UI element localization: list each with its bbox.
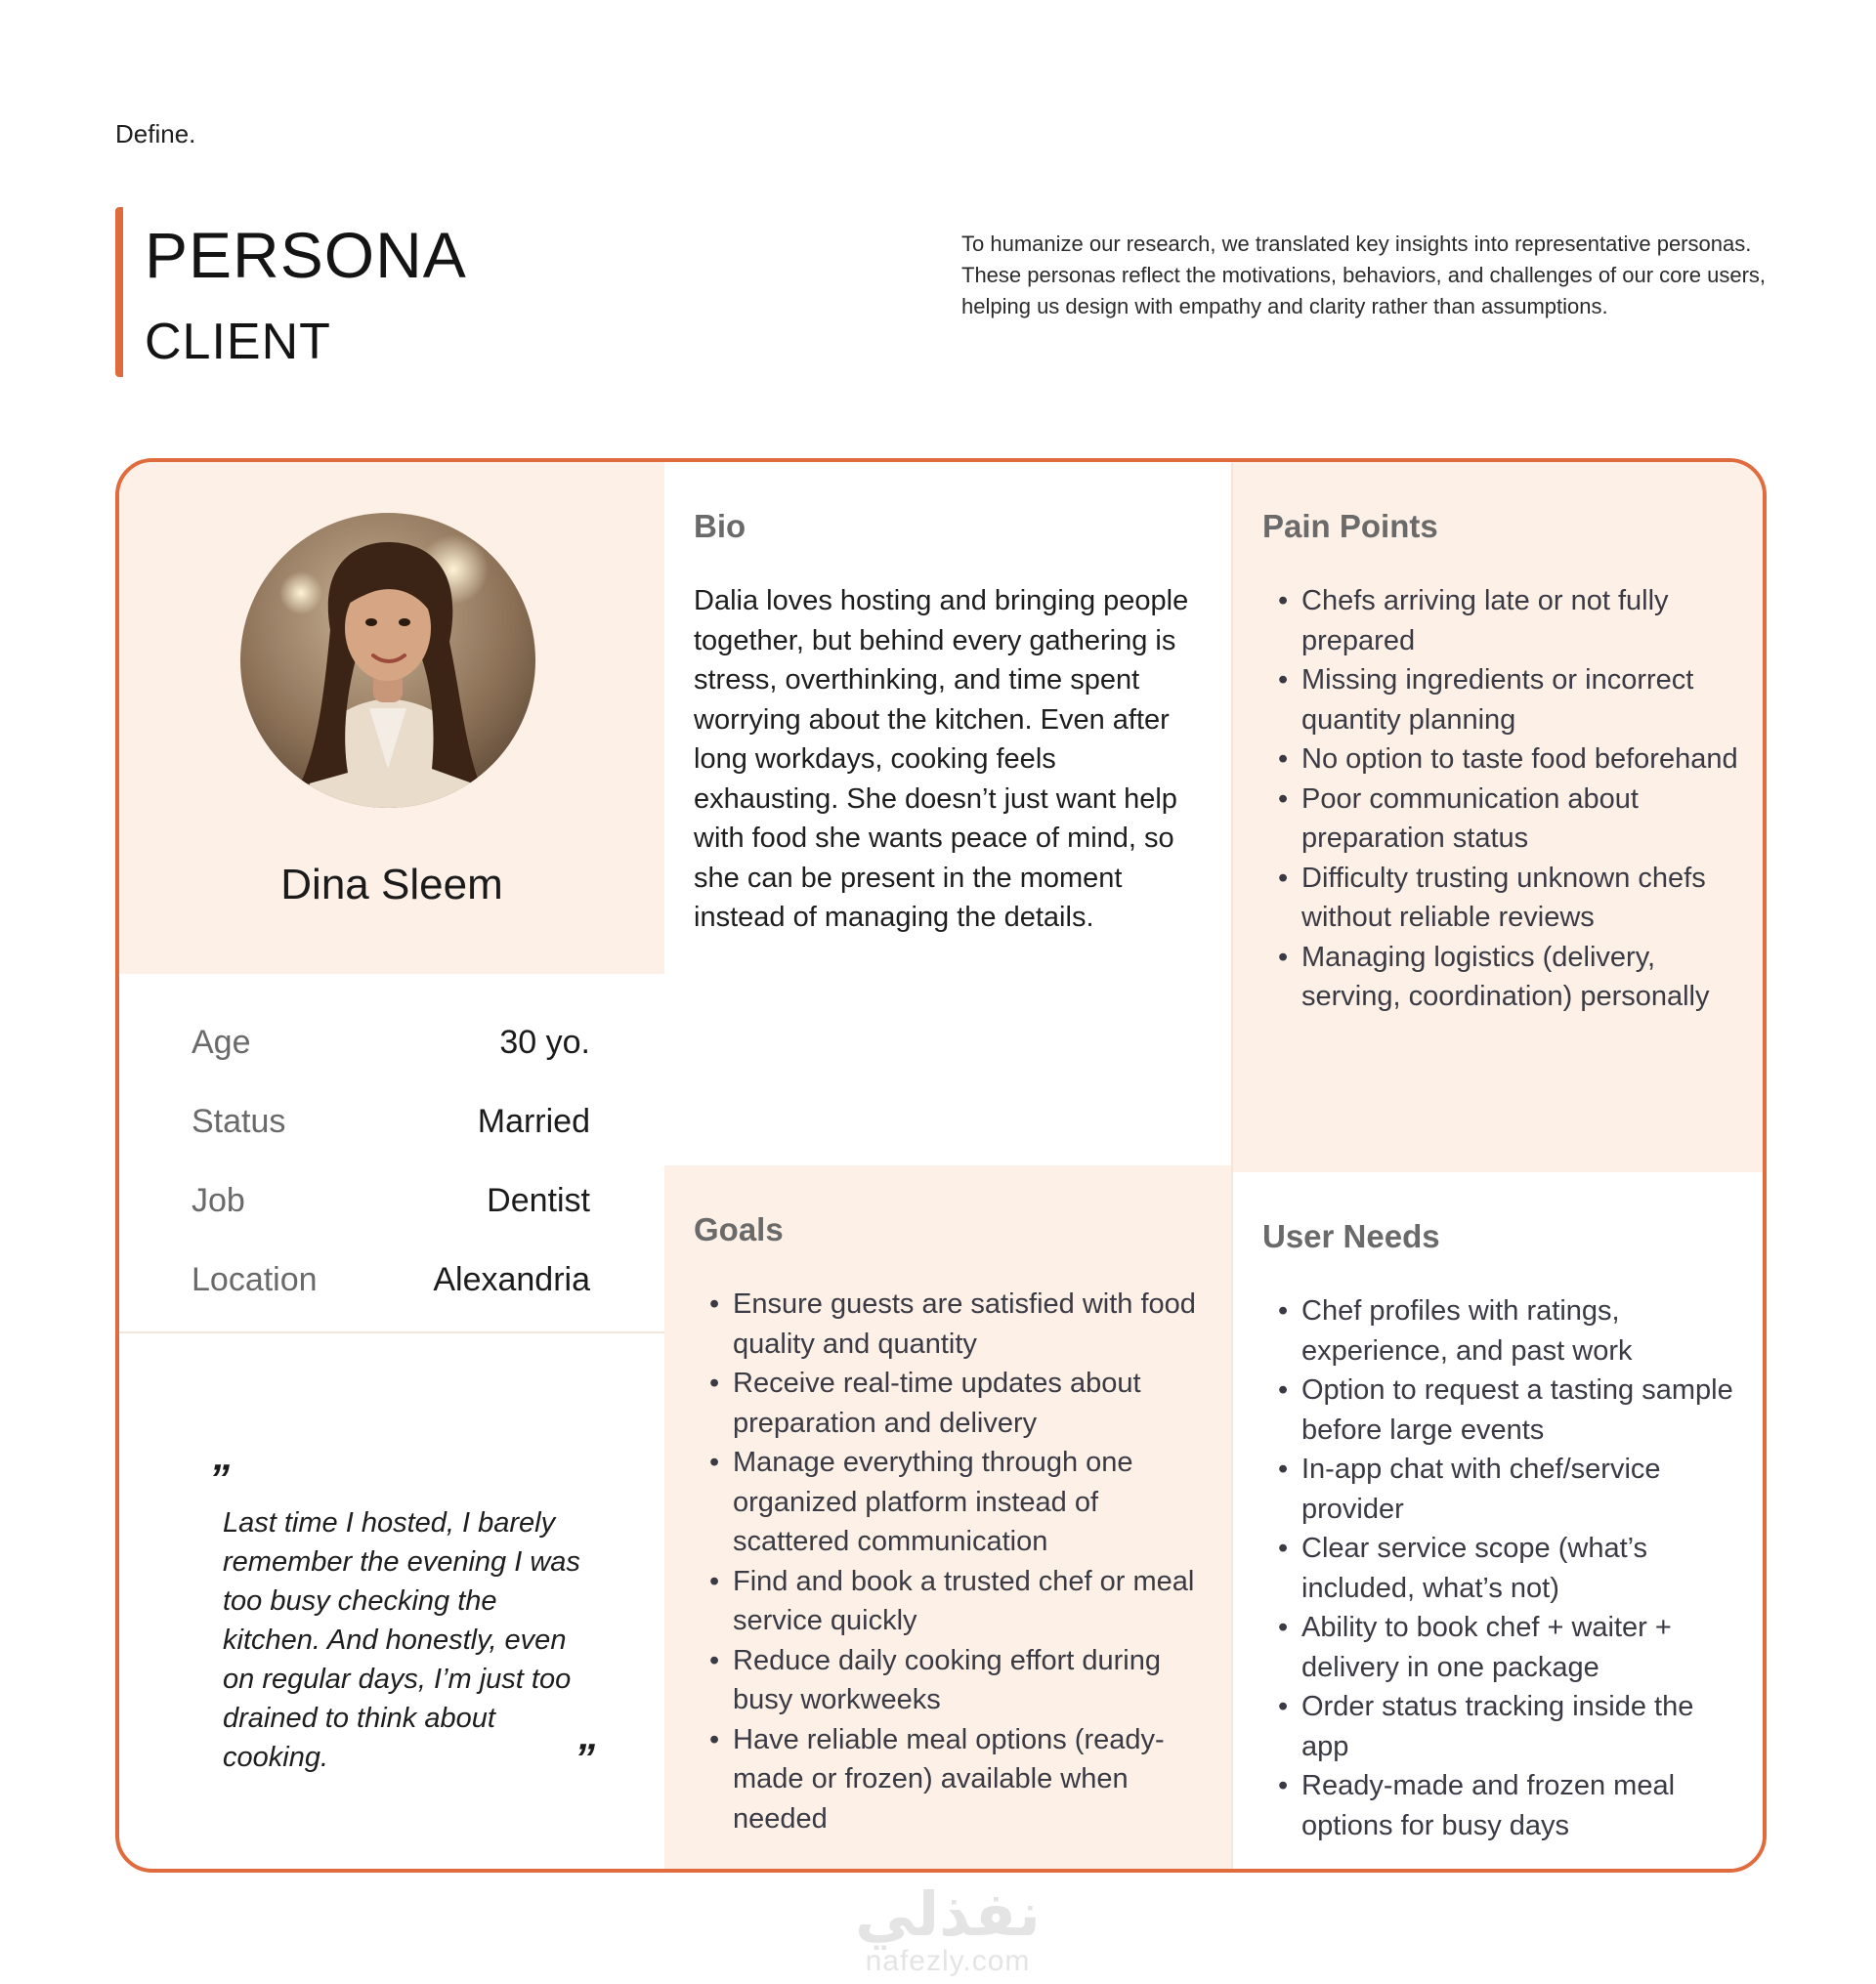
watermark <box>840 1881 1055 1977</box>
persona-facts <box>119 974 664 1333</box>
user-needs-panel <box>1231 1172 1767 1873</box>
watermark-arabic: نفذلي <box>855 1881 1041 1949</box>
goals-list <box>694 1285 1202 1838</box>
list-item: • Find and book a trusted chef or meal service quickly <box>733 1562 1202 1641</box>
list-item: • Have reliable meal options (ready-made or frozen) available when needed <box>733 1720 1202 1839</box>
goals-panel <box>664 1165 1231 1873</box>
watermark-latin: nafezly.com <box>865 1945 1031 1977</box>
fact-label: Job <box>192 1182 245 1219</box>
fact-row-status <box>192 1102 590 1141</box>
list-item: • Managing logistics (delivery, serving, coordination) personally <box>1301 938 1741 1017</box>
pain-points-panel <box>1231 462 1767 1172</box>
fact-label: Age <box>192 1024 251 1061</box>
goals-heading: Goals <box>694 1211 784 1247</box>
fact-value: 30 yo. <box>499 1024 590 1061</box>
bio-panel <box>664 462 1231 1165</box>
fact-value: Married <box>477 1103 590 1140</box>
list-item: • No option to taste food beforehand <box>1301 739 1741 780</box>
list-item: • Receive real-time updates about preparation and delivery <box>733 1364 1202 1443</box>
title-block <box>115 207 467 377</box>
user-needs-list <box>1262 1291 1741 1845</box>
list-item: • Missing ingredients or incorrect quantity planning <box>1301 660 1741 739</box>
pain-points-list <box>1262 581 1741 1017</box>
list-item: • Ready-made and frozen meal options for busy days <box>1301 1766 1741 1845</box>
quote-close-icon: ” <box>575 1735 595 1781</box>
list-item: • In-app chat with chef/service provider <box>1301 1450 1741 1529</box>
bio-heading: Bio <box>694 508 746 544</box>
quote-open-icon: ” <box>209 1456 230 1501</box>
fact-label: Status <box>192 1103 286 1140</box>
fact-value: Dentist <box>487 1182 590 1219</box>
list-item: • Difficulty trusting unknown chefs without reliable reviews <box>1301 859 1741 938</box>
pain-points-heading: Pain Points <box>1262 508 1438 544</box>
persona-card <box>115 458 1767 1873</box>
persona-left-column <box>119 462 664 1869</box>
user-needs-heading: User Needs <box>1262 1218 1440 1254</box>
list-item: • Clear service scope (what’s included, what’s not) <box>1301 1529 1741 1608</box>
intro-paragraph: To humanize our research, we translated key insights into representative personas. These personas reflect the motivations, behaviors, and challenges of our core users, helping us design with empathy and clarity rather than assumptions. <box>961 232 1767 318</box>
profile-section <box>119 462 664 974</box>
page-subtitle: CLIENT <box>145 314 331 370</box>
list-item: • Order status tracking inside the app <box>1301 1687 1741 1766</box>
list-item: • Chefs arriving late or not fully prepared <box>1301 581 1741 660</box>
list-item: • Ensure guests are satisfied with food quality and quantity <box>733 1285 1202 1364</box>
page-title: PERSONA <box>145 219 467 291</box>
quote-text: Last time I hosted, I barely remember the evening I was too busy checking the kitchen. And honestly, even on regular days, I’m just too drained to think about cooking. <box>223 1507 580 1773</box>
list-item: • Manage everything through one organized platform instead of scattered communication <box>733 1443 1202 1562</box>
fact-row-location <box>192 1260 590 1299</box>
avatar <box>240 513 535 808</box>
list-item: • Chef profiles with ratings, experience, and past work <box>1301 1291 1741 1371</box>
fact-value: Alexandria <box>433 1261 590 1298</box>
persona-name: Dina Sleem <box>280 861 503 908</box>
fact-label: Location <box>192 1261 318 1298</box>
fact-row-job <box>192 1181 590 1220</box>
fact-row-age <box>192 1023 590 1062</box>
bio-text: Dalia loves hosting and bringing people together, but behind every gathering is stress, overthinking, and time spent worrying about the kitchen. Even after long workdays, cooking feels exhausting. She doesn’t just want help with food she wants peace of mind, so she can be present in the moment instead of managing the details. <box>694 585 1189 933</box>
list-item: • Poor communication about preparation status <box>1301 780 1741 859</box>
section-label: Define. <box>115 119 196 148</box>
list-item: • Option to request a tasting sample before large events <box>1301 1371 1741 1450</box>
list-item: • Reduce daily cooking effort during busy workweeks <box>733 1641 1202 1720</box>
list-item: • Ability to book chef + waiter + delivery in one package <box>1301 1608 1741 1687</box>
